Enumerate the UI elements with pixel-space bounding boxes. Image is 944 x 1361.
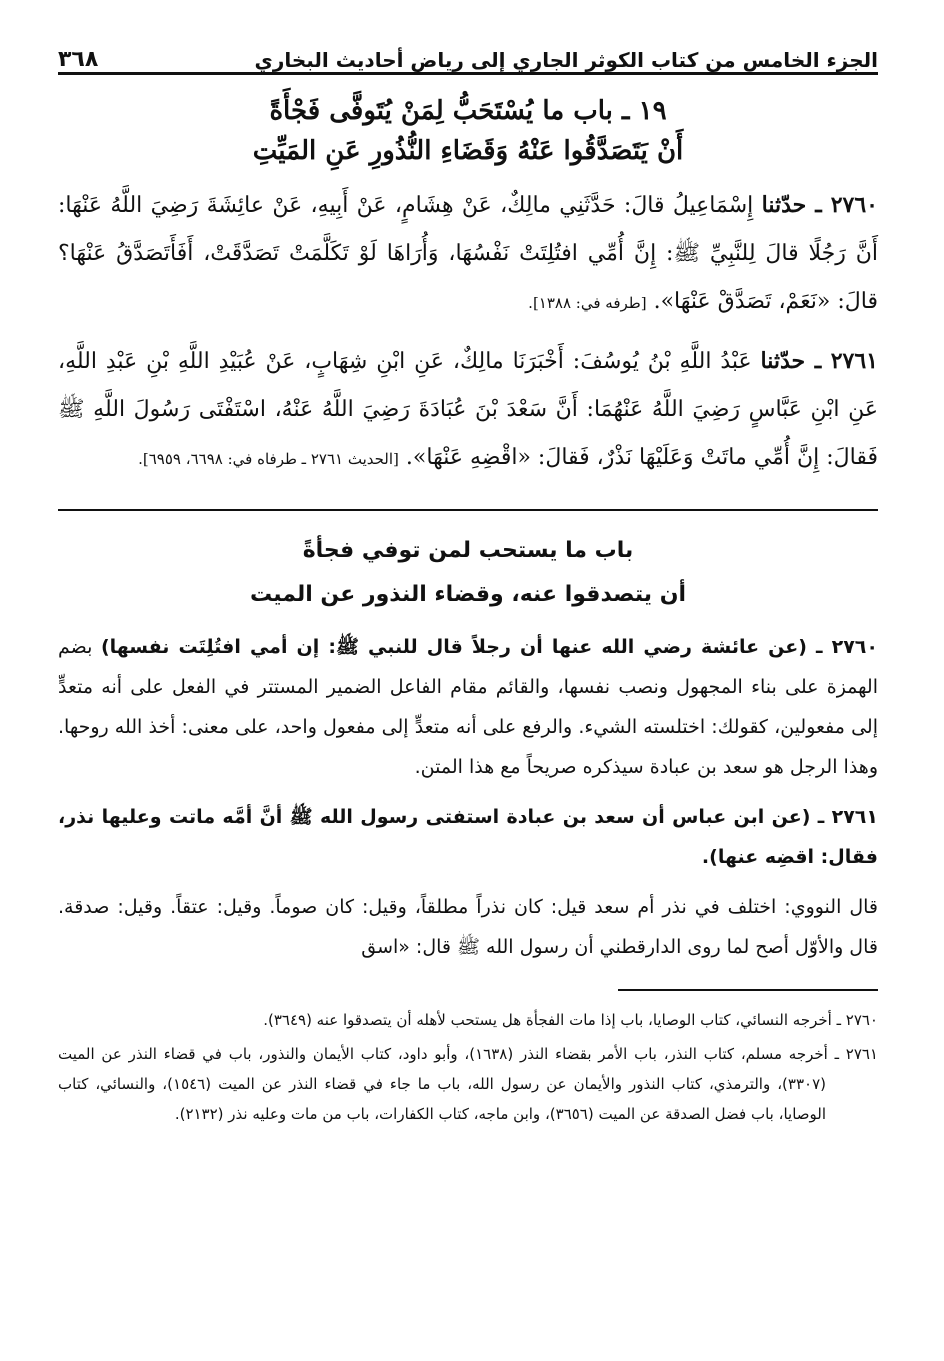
commentary-2760	[58, 627, 878, 787]
footnote-2761: ٢٧٦١ ـ أخرجه مسلم، كتاب النذر، باب الأمر بقضاء النذر (١٦٣٨)، وأبو داود، كتاب الأيمان والنذور، باب في قضاء النذر عن الميت (٣٣٠٧)، والترمذي، كتاب النذور والأيمان عن رسول الله، باب ما جاء في قضاء النذر عن الميت (١٥٤٦)، والنسائي، كتاب الوصايا، باب فضل الصدقة عن الميت (٣٦٥٦)، وابن ماجه، كتاب الكفارات، باب من مات وعليه نذر (٢١٣٢).	[58, 1045, 878, 1123]
hadith-2760	[58, 181, 878, 327]
commentary-2761-body: قال النووي: اختلف في نذر أم سعد قيل: كان نذراً مطلقاً، وقيل: كان صوماً. وقيل: عتقاً. وقيل: صدقة. قال والأوّل أصح لما روى الدارقطني أن رسول الله ﷺ قال: «اسق	[58, 896, 878, 958]
chapter-heading	[58, 91, 878, 171]
commentary-heading	[58, 529, 878, 617]
footnotes	[58, 1005, 878, 1129]
commentary-heading-line-1: باب ما يستحب لمن توفي فجأةً	[302, 538, 634, 563]
chapter-heading-line-2: أَنْ يَتَصَدَّقُوا عَنْهُ وَقَضَاءِ النُّذُورِ عَنِ المَيِّتِ	[252, 136, 684, 166]
hadith-2760-reference: [طرفه في: ١٣٨٨].	[528, 294, 647, 312]
hadith-2760-number: ٢٧٦٠ ـ حدّثنا	[761, 192, 878, 218]
chapter-heading-line-1: ١٩ ـ باب ما يُسْتَحَبُّ لِمَنْ يُتَوفَّى فَجْأَةً	[269, 96, 667, 126]
hadith-2761-number: ٢٧٦١ ـ حدّثنا	[760, 348, 878, 374]
section-divider	[58, 509, 878, 511]
commentary-2761	[58, 797, 878, 877]
commentary-2761-lead: ٢٧٦١ ـ (عن ابن عباس أن سعد بن عبادة استفتى رسول الله ﷺ أنَّ أمَّه ماتت وعليها نذر، فقال: اقضِه عنها).	[58, 806, 878, 868]
commentary-2760-lead: ٢٧٦٠ ـ (عن عائشة رضي الله عنها أن رجلاً قال للنبي ﷺ: إن أمي افتُلِتَت نفسها)	[100, 636, 878, 658]
running-title: الجزء الخامس من كتاب الكوثر الجاري إلى رياض أحاديث البخاري	[254, 48, 878, 72]
footnote-2760: ٢٧٦٠ ـ أخرجه النسائي، كتاب الوصايا، باب إذا مات الفجأة هل يستحب لأهله أن يتصدقوا عنه (٣٦٤٩).	[263, 1011, 878, 1029]
commentary-heading-line-2: أن يتصدقوا عنه، وقضاء النذور عن الميت	[249, 582, 687, 607]
page-number: ٣٦٨	[58, 47, 99, 72]
hadith-2761-text: عَبْدُ اللَّهِ بْنُ يُوسُفَ: أَخْبَرَنَا مالِكٌ، عَنِ ابْنِ شِهَابٍ، عَنْ عُبَيْدِ اللَّهِ بْنِ عَبْدِ اللَّهِ، عَنِ ابْنِ عَبَّاسٍ رَضِيَ اللَّهُ عَنْهُمَا: أَنَّ سَعْدَ بْنَ عُبَادَةَ رَضِيَ اللَّهُ عَنْهُ، اسْتَفْتَى رَسُولَ اللَّهِ ﷺ فَقالَ: إِنَّ أُمِّي ماتَتْ وَعَلَيْهَا نَذْرٌ، فَقالَ: «اقْضِهِ عَنْهَا».	[58, 349, 878, 470]
book-page	[58, 28, 878, 1133]
page-header	[58, 28, 878, 75]
hadith-2761	[58, 337, 878, 483]
hadith-2761-reference: [الحديث ٢٧٦١ ـ طرفاه في: ٦٦٩٨، ٦٩٥٩].	[138, 450, 399, 468]
footnote-divider	[618, 989, 878, 991]
hadith-2760-text: إِسْمَاعِيلُ قالَ: حَدَّثَنِي مالِكٌ، عَنْ هِشَامٍ، عَنْ أَبِيهِ، عَنْ عائِشَةَ رَضِيَ اللَّهُ عَنْهَا: أَنَّ رَجُلًا قالَ لِلنَّبِيِّ ﷺ: إِنَّ أُمِّي افتُلِتَتْ نَفْسُهَا، وَأُرَاهَا لَوْ تَكَلَّمَتْ تَصَدَّقَتْ، أَفَأَتَصَدَّقُ عَنْهَا؟ قالَ: «نَعَمْ، تَصَدَّقْ عَنْهَا».	[58, 193, 878, 314]
commentary-2760-body: بضم الهمزة على بناء المجهول ونصب نفسها، والقائم مقام الفاعل الضمير المستتر في الفعل على أنه متعدٍّ إلى مفعولين، كقولك: اختلسته الشيء. والرفع على أنه متعدٍّ إلى مفعول واحد، على معنى: أخذ الله روحها. وهذا الرجل هو سعد بن عبادة سيذكره صريحاً مع هذا المتن.	[58, 636, 878, 778]
